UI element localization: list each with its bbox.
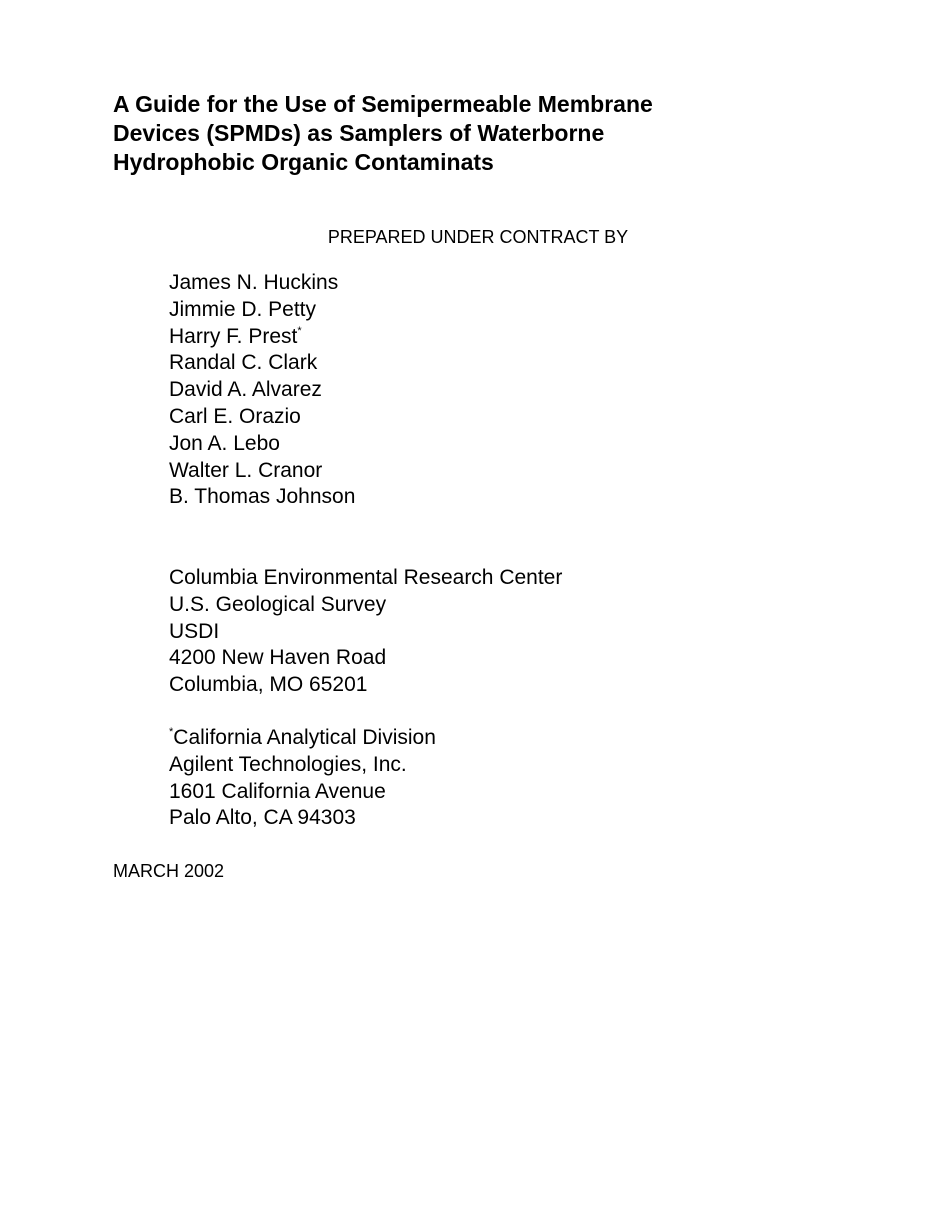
footnote-marker: * [297,324,302,337]
affiliation-line: USDI [169,619,220,643]
title-line: A Guide for the Use of Semipermeable Membrane [113,91,653,117]
author-name: David A. Alvarez [169,378,322,402]
affiliation-line: Columbia Environmental Research Center [169,566,563,589]
secondary-affiliation [169,725,436,832]
title-line: Devices (SPMDs) as Samplers of Waterborne [113,120,605,146]
author-name: James N. Huckins [169,271,339,294]
affiliation-line: 1601 California Avenue [169,779,386,803]
author-list [169,270,355,511]
primary-affiliation [169,565,562,699]
title-line: Hydrophobic Organic Contaminats [113,149,494,175]
document-title [113,90,813,177]
affiliation-line: California Analytical Division [173,726,436,749]
affiliation-line: Palo Alto, CA 94303 [169,806,356,830]
author-name: Jon A. Lebo [169,431,280,455]
author-name-with-footnote [169,324,355,351]
author-name: Jimmie D. Petty [169,297,317,321]
affiliation-line: Columbia, MO 65201 [169,673,368,697]
affiliation-line: U.S. Geological Survey [169,592,387,616]
prepared-by-label: PREPARED UNDER CONTRACT BY [327,227,629,247]
affiliation-line: Agilent Technologies, Inc. [169,752,407,776]
affiliation-line-with-footnote [169,725,436,752]
author-name: Carl E. Orazio [169,404,301,428]
author-name: B. Thomas Johnson [169,485,356,509]
publication-date: MARCH 2002 [113,861,225,881]
author-name: Randal C. Clark [169,351,318,375]
author-name: Walter L. Cranor [169,458,323,482]
footnote-marker: * [169,726,174,738]
author-name: Harry F. Prest [169,324,298,348]
affiliation-line: 4200 New Haven Road [169,646,387,670]
